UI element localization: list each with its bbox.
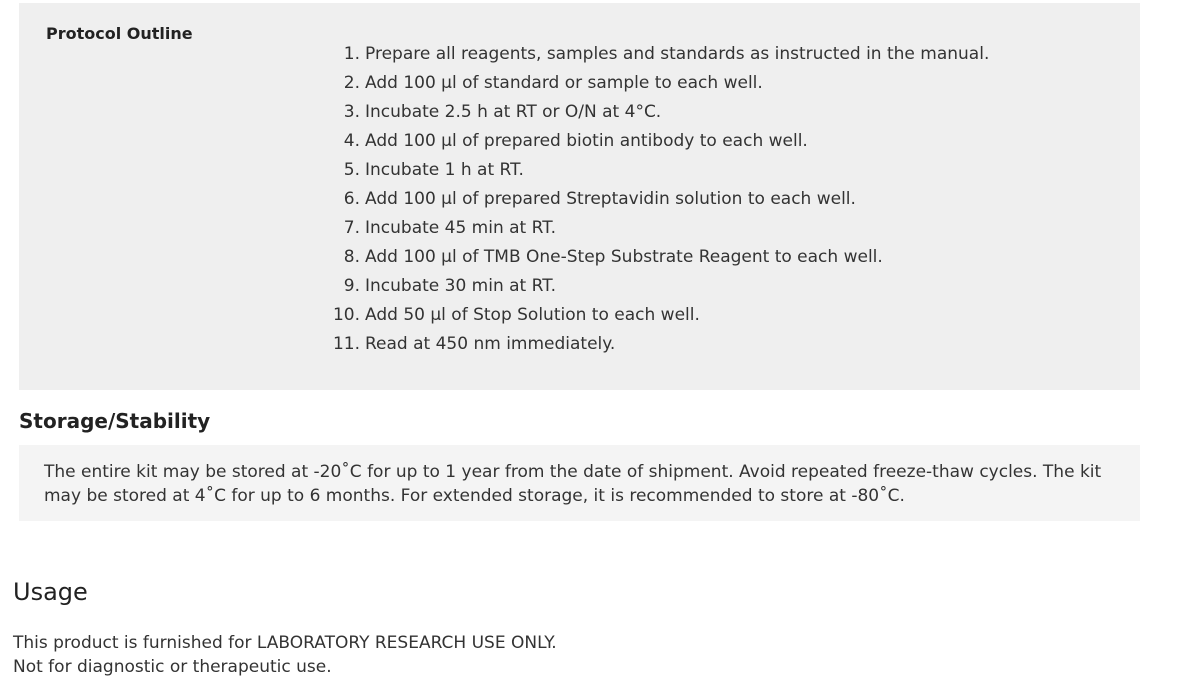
step-text: Incubate 2.5 h at RT or O/N at 4°C.: [365, 102, 662, 122]
step-number: 6.: [343, 189, 360, 209]
step-text: Add 100 µl of TMB One-Step Substrate Reagent to each well.: [365, 247, 883, 267]
step-text: Read at 450 nm immediately.: [365, 334, 616, 354]
step-text: Add 100 µl of prepared Streptavidin solution to each well.: [365, 189, 856, 209]
step-text: Add 50 µl of Stop Solution to each well.: [365, 305, 700, 325]
step-text: Add 100 µl of prepared biotin antibody to each well.: [365, 131, 808, 151]
usage-text: [13, 631, 557, 679]
step-number: 1.: [343, 44, 360, 64]
step-text: Incubate 1 h at RT.: [365, 160, 524, 180]
step-number: 8.: [343, 247, 360, 267]
step-number: 9.: [343, 276, 360, 296]
step-text: Prepare all reagents, samples and standards as instructed in the manual.: [365, 44, 990, 64]
storage-stability-text: The entire kit may be stored at -20˚C for up to 1 year from the date of shipment. Avoid repeated freeze-thaw cycles. The kit may be stored at 4˚C for up to 6 months. For extended storage, it is recommended to store at -80˚C.: [44, 462, 1102, 506]
step-number: 11.: [332, 334, 360, 354]
usage-line-not-diagnostic: Not for diagnostic or therapeutic use.: [13, 657, 332, 677]
step-number: 7.: [343, 218, 360, 238]
protocol-outline-title: Protocol Outline: [46, 24, 193, 43]
usage-line-research-only: This product is furnished for LABORATORY RESEARCH USE ONLY.: [13, 633, 557, 653]
step-number: 2.: [343, 73, 360, 93]
step-number: 10.: [332, 305, 360, 325]
storage-stability-heading: Storage/Stability: [19, 409, 211, 433]
step-number: 4.: [343, 131, 360, 151]
step-number: 5.: [343, 160, 360, 180]
storage-stability-section: [19, 445, 1140, 521]
protocol-outline-section: [19, 3, 1140, 390]
step-text: Incubate 30 min at RT.: [365, 276, 556, 296]
step-text: Incubate 45 min at RT.: [365, 218, 556, 238]
usage-heading: Usage: [13, 578, 88, 606]
step-text: Add 100 µl of standard or sample to each well.: [365, 73, 763, 93]
step-number: 3.: [343, 102, 360, 122]
